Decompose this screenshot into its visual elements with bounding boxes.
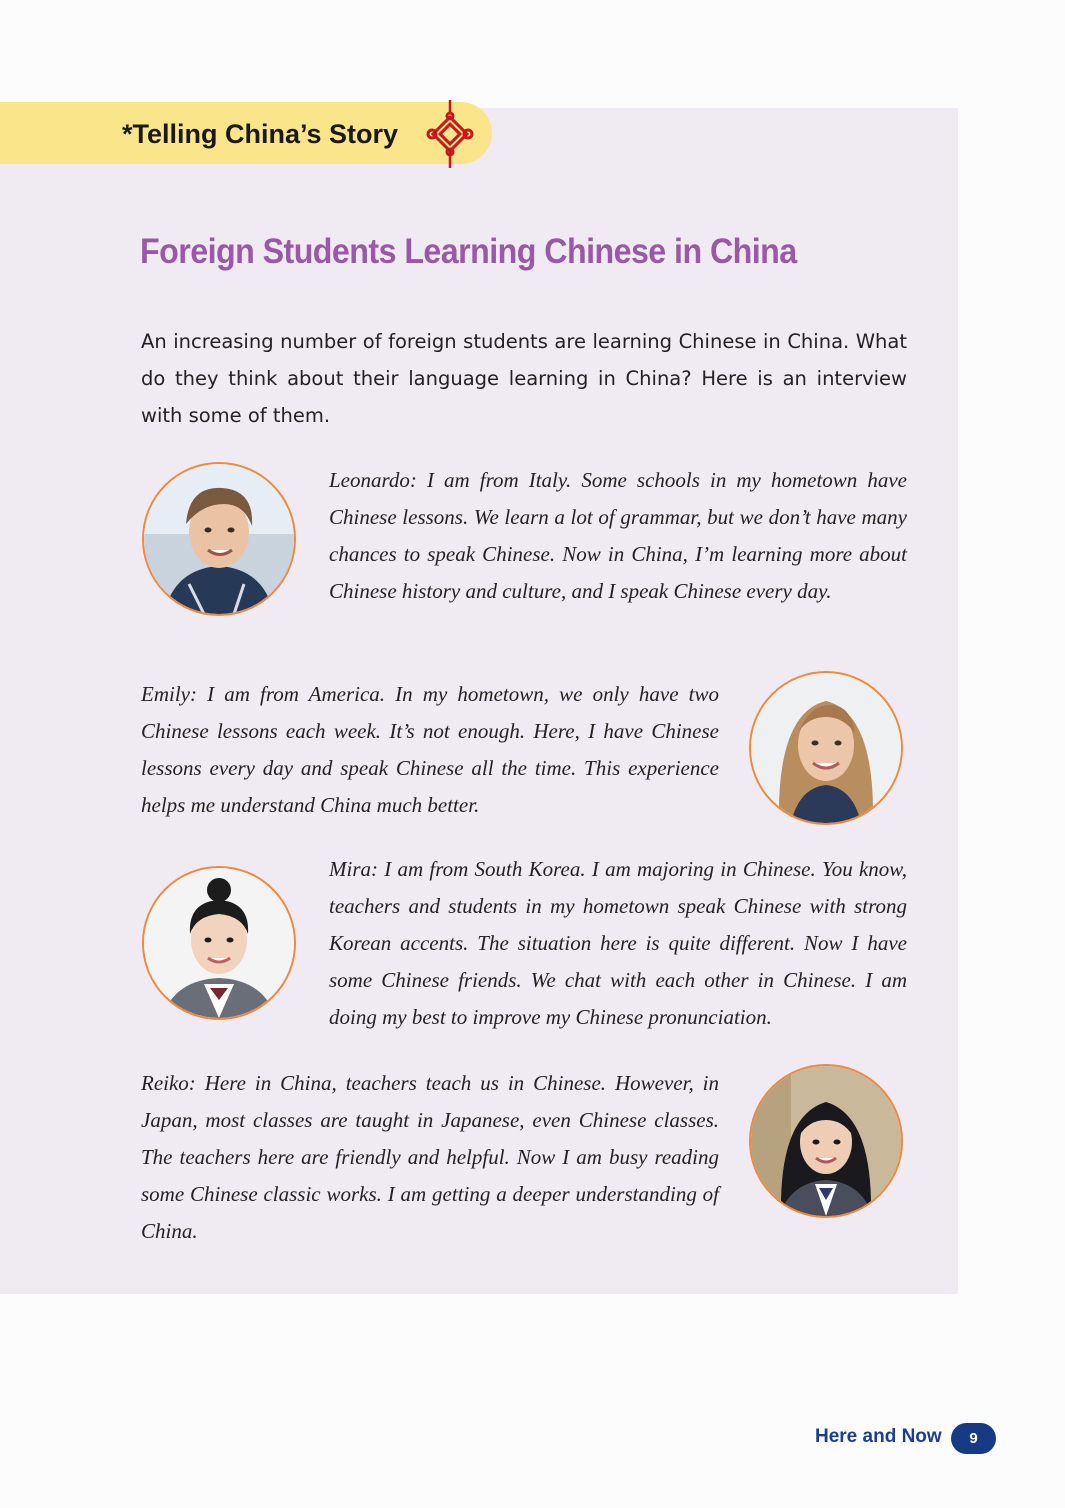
article-intro: An increasing number of foreign students are learning Chinese in China. What do they think about their language learning in China? Here is an interview with some of them.	[141, 330, 907, 427]
leonardo-photo	[142, 462, 296, 616]
interview-emily: Emily: I am from America. In my hometown, we only have two Chinese lessons each week. It’s not enough. Here, I have Chinese lessons every day and speak Chinese all the time. This experience helps me understand China much better.	[141, 682, 719, 817]
section-tag: *Telling China’s Story	[122, 119, 399, 149]
article-title: Foreign Students Learning Chinese in China	[140, 232, 797, 271]
reiko-photo	[749, 1064, 903, 1218]
interview-reiko: Reiko: Here in China, teachers teach us in Chinese. However, in Japan, most classes are taught in Japanese, even Chinese classes. The teachers here are friendly and helpful. Now I am busy reading some Chinese classic works. I am getting a deeper understanding of China.	[141, 1071, 719, 1243]
emily-photo	[749, 671, 903, 825]
interview-mira: Mira: I am from South Korea. I am majoring in Chinese. You know, teachers and students in my hometown speak Chinese with strong Korean accents. The situation here is quite different. Now I have some Chinese friends. We chat with each other in Chinese. I am doing my best to improve my Chinese pronunciation.	[329, 857, 907, 1029]
footer-label: Here and Now	[815, 1426, 942, 1447]
mira-photo	[142, 866, 296, 1020]
page-number: 9	[951, 1423, 996, 1454]
interview-leonardo: Leonardo: I am from Italy. Some schools in my hometown have Chinese lessons. We learn a lot of grammar, but we don’t have many chances to speak Chinese. Now in China, I’m learning more about Chinese history and culture, and I speak Chinese every day.	[329, 468, 907, 603]
chinese-knot-icon	[426, 100, 474, 168]
